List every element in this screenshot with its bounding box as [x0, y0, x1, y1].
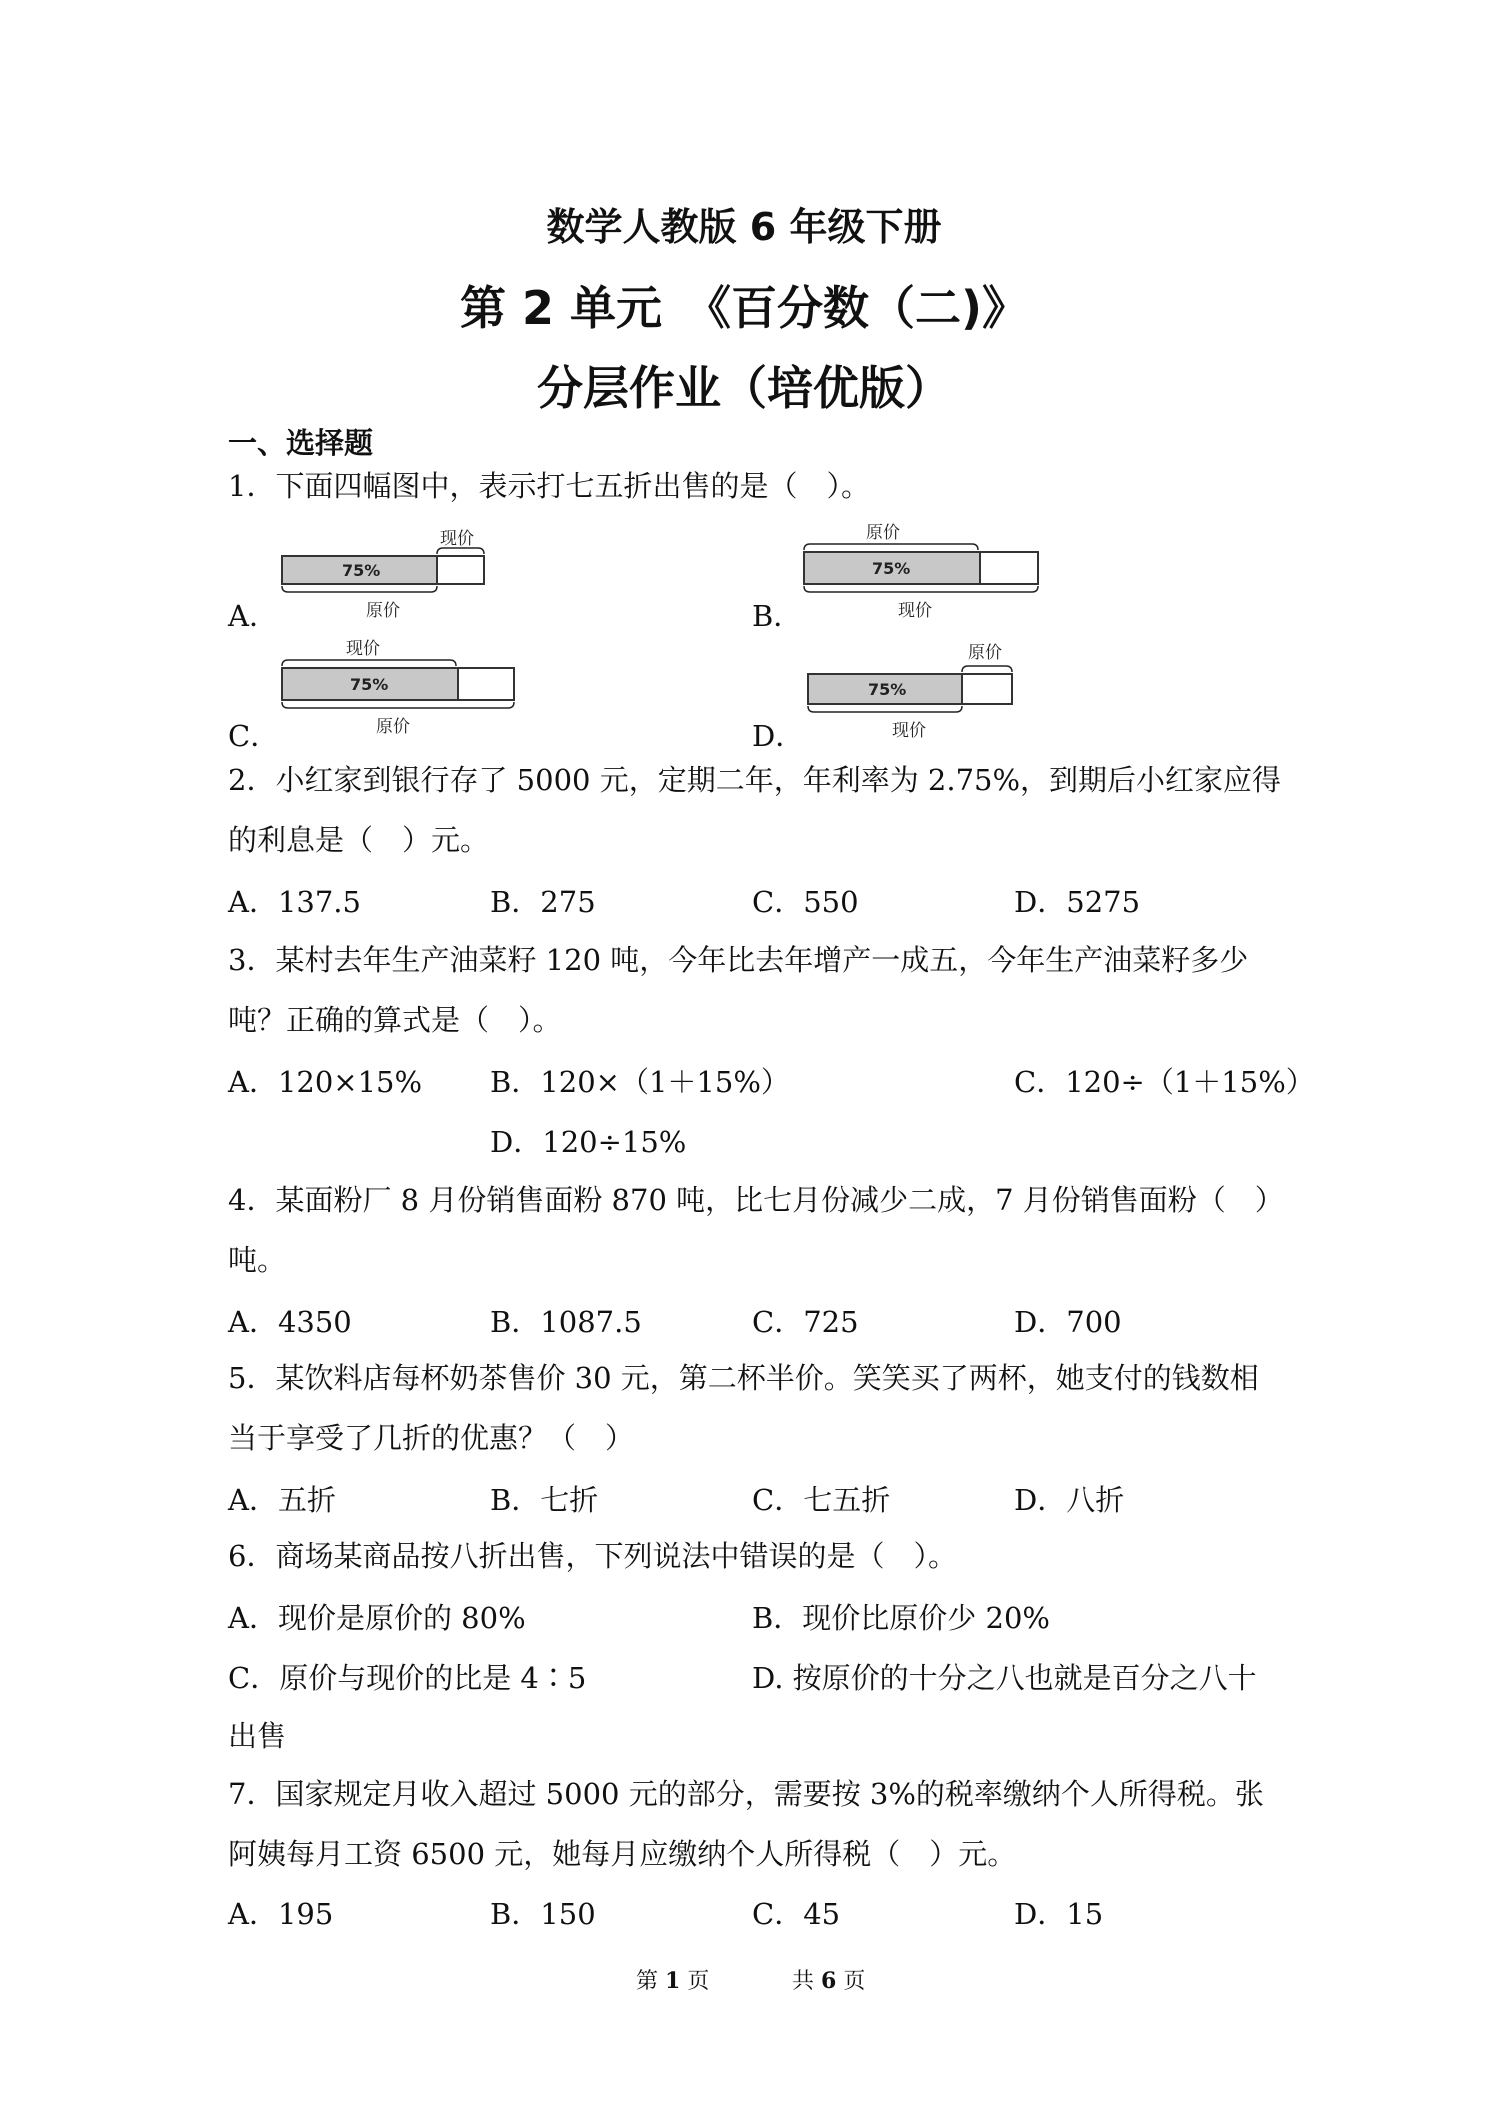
fig-d-bottom-label: 现价 [892, 721, 926, 741]
fig-c-percent: 75% [350, 675, 389, 694]
question-1-stem: 1．下面四幅图中，表示打七五折出售的是（ ）。 [228, 469, 870, 503]
fig-d-empty-bar [962, 674, 1012, 704]
q6-option-b: B．现价比原价少 20% [752, 1601, 1050, 1635]
q1-option-d-label: D． [752, 719, 805, 753]
fig-a-top-label: 现价 [440, 529, 474, 549]
fig-d-top-label: 原价 [968, 643, 1002, 663]
total-pages-indicator [792, 1964, 865, 1995]
fig-b-top-label: 原价 [866, 523, 900, 543]
fig-a-bottom-label: 原价 [366, 601, 400, 621]
q3-option-a: A．120×15% [228, 1065, 423, 1099]
q7-option-d: D．15 [1014, 1897, 1104, 1931]
q1-option-a-label: A． [228, 599, 278, 633]
fig-d-percent: 75% [868, 680, 907, 699]
q1-figure-d [806, 638, 1106, 741]
page-suffix: 页 [687, 1969, 710, 1994]
q1-figure-c [280, 634, 580, 737]
question-3-stem-line2: 吨？正确的算式是（ ）。 [228, 1003, 562, 1037]
q2-option-d: D．5275 [1014, 885, 1141, 919]
question-2-stem-line1: 2．小红家到银行存了 5000 元，定期二年，年利率为 2.75%，到期后小红家应得 [228, 763, 1282, 797]
fig-b-bottom-label: 现价 [898, 601, 932, 621]
fig-b-empty-bar [980, 552, 1038, 584]
fig-b-percent: 75% [872, 559, 911, 578]
question-7-stem-line2: 阿姨每月工资 6500 元，她每月应缴纳个人所得税（ ）元。 [228, 1837, 1017, 1871]
doc-homework-title: 分层作业（培优版） [537, 361, 951, 415]
q6-option-d-line2: 出售 [228, 1719, 287, 1753]
q7-option-c: C．45 [752, 1897, 841, 1931]
page-number: 1 [665, 1968, 681, 1994]
question-6-stem: 6．商场某商品按八折出售，下列说法中错误的是（ ）。 [228, 1539, 957, 1573]
page-prefix: 第 [636, 1969, 659, 1994]
page-indicator [636, 1964, 709, 1995]
doc-subject-title: 数学人教版 6 年级下册 [546, 205, 942, 249]
question-5-stem-line2: 当于享受了几折的优惠？（ ） [228, 1421, 635, 1455]
q5-option-a: A．五折 [228, 1483, 336, 1517]
q4-option-d: D．700 [1014, 1305, 1122, 1339]
fig-a-empty-bar [437, 556, 484, 584]
total-prefix: 共 [792, 1969, 815, 1994]
q2-option-b: B．275 [490, 885, 596, 919]
q1-option-b-label: B． [752, 599, 803, 633]
q5-option-c: C．七五折 [752, 1483, 891, 1517]
total-suffix: 页 [843, 1969, 866, 1994]
q1-figure-b [802, 518, 1102, 621]
q6-option-a: A．现价是原价的 80% [228, 1601, 526, 1635]
fig-c-bottom-label: 原价 [376, 717, 410, 737]
q5-option-b: B．七折 [490, 1483, 599, 1517]
q1-option-c-label: C． [228, 719, 280, 753]
q4-option-b: B．1087.5 [490, 1305, 642, 1339]
total-number: 6 [821, 1968, 837, 1994]
question-2-stem-line2: 的利息是（ ）元。 [228, 823, 490, 857]
q7-option-b: B．150 [490, 1897, 596, 1931]
q3-option-b: B．120×（1＋15%） [490, 1065, 790, 1099]
q6-option-d-line1: D. 按原价的十分之八也就是百分之八十 [752, 1661, 1257, 1695]
question-4-stem-line1: 4．某面粉厂 8 月份销售面粉 870 吨，比七月份减少二成，7 月份销售面粉（ ） [228, 1183, 1284, 1217]
doc-unit-title: 第 2 单元 《百分数（二)》 [459, 281, 1029, 335]
q1-figure-a [280, 524, 580, 624]
q4-option-a: A．4350 [228, 1305, 352, 1339]
q4-option-c: C．725 [752, 1305, 859, 1339]
q5-option-d: D．八折 [1014, 1483, 1125, 1517]
fig-a-percent: 75% [342, 561, 381, 580]
question-4-stem-line2: 吨。 [228, 1243, 287, 1277]
q2-option-c: C．550 [752, 885, 859, 919]
section-heading: 一、选择题 [228, 426, 374, 460]
question-3-stem-line1: 3．某村去年生产油菜籽 120 吨，今年比去年增产一成五，今年生产油菜籽多少 [228, 943, 1249, 977]
q7-option-a: A．195 [228, 1897, 334, 1931]
fig-c-empty-bar [458, 668, 514, 700]
q3-option-d: D．120÷15% [490, 1125, 687, 1159]
q6-option-c: C．原价与现价的比是 4∶5 [228, 1661, 587, 1695]
fig-c-top-label: 现价 [346, 639, 380, 659]
q3-option-c: C．120÷（1＋15%） [1014, 1065, 1315, 1099]
q2-option-a: A．137.5 [228, 885, 361, 919]
question-5-stem-line1: 5．某饮料店每杯奶茶售价 30 元，第二杯半价。笑笑买了两杯，她支付的钱数相 [228, 1361, 1259, 1395]
question-7-stem-line1: 7．国家规定月收入超过 5000 元的部分，需要按 3%的税率缴纳个人所得税。张 [228, 1777, 1264, 1811]
